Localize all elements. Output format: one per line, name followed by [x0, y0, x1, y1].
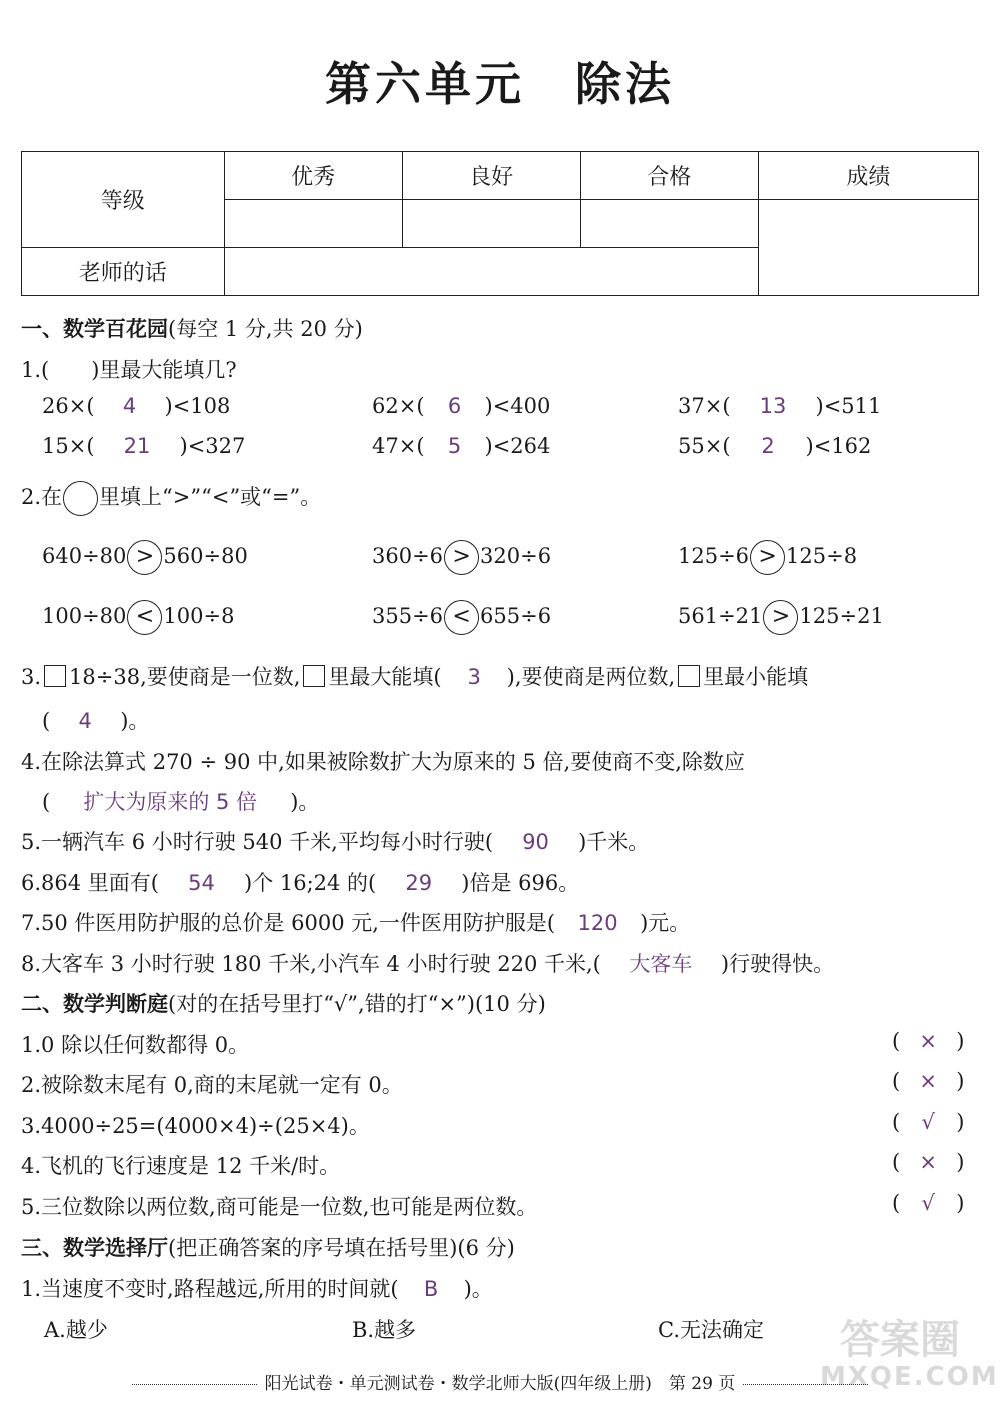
q2-item-3-right: 125÷8 — [786, 544, 858, 568]
q7-answer[interactable]: 120 — [577, 911, 618, 935]
q3-text-f: ( — [42, 709, 51, 733]
q3-text-d: ),要使商是两位数, — [506, 665, 676, 689]
q7 — [21, 907, 690, 937]
q1-item-6-pre: 55×( — [678, 434, 731, 458]
judge-item-1-answer[interactable]: × — [919, 1029, 937, 1053]
q2-item-1 — [42, 540, 248, 575]
choice-q1 — [21, 1273, 493, 1303]
q1-item-3-post: )<511 — [815, 394, 882, 418]
title-topic: 除法 — [575, 57, 675, 111]
section-2-heading — [21, 988, 546, 1018]
page-title — [0, 48, 1000, 114]
q2-item-1-sign[interactable]: > — [127, 540, 162, 575]
q6-answer-2[interactable]: 29 — [405, 871, 433, 895]
q8-answer[interactable]: 大客车 — [629, 952, 693, 976]
q5 — [21, 826, 649, 856]
judge-item-5-rp: ) — [956, 1191, 965, 1215]
judge-item-5-answer[interactable]: √ — [921, 1191, 935, 1215]
q3-line-2 — [42, 705, 149, 735]
judge-item-4-rp: ) — [956, 1150, 965, 1174]
q2-item-6-left: 561÷21 — [678, 604, 763, 628]
q3-answer-1[interactable]: 3 — [467, 665, 481, 689]
q1-item-1-pre: 26×( — [42, 394, 95, 418]
footer-divider-right — [743, 1384, 868, 1385]
q4-line-2 — [42, 786, 319, 816]
q2-item-4-left: 100÷80 — [42, 604, 127, 628]
section-3-heading — [21, 1232, 515, 1262]
judge-item-3-answer-box[interactable] — [892, 1110, 964, 1134]
q8 — [21, 948, 834, 978]
footer-divider-left — [132, 1384, 257, 1385]
watermark-url: MXQE.COM — [820, 1362, 999, 1392]
score-cell[interactable] — [758, 200, 978, 296]
grade-level-label: 等级 — [22, 152, 225, 248]
judge-item-5: 5.三位数除以两位数,商可能是一位数,也可能是两位数。 — [21, 1195, 538, 1219]
judge-item-2-lp: ( — [892, 1069, 901, 1093]
q1-item-2-post: )<400 — [484, 394, 551, 418]
q2-item-2-right: 320÷6 — [480, 544, 552, 568]
q2-stem-a: 2.在 — [21, 485, 63, 509]
grade-excellent-cell[interactable] — [224, 200, 402, 248]
judge-item-5-lp: ( — [892, 1191, 901, 1215]
judge-item-3: 3.4000÷25=(4000×4)÷(25×4)。 — [21, 1114, 370, 1138]
q6-text-c: )倍是 696。 — [461, 871, 580, 895]
judge-item-4-lp: ( — [892, 1150, 901, 1174]
q7-text-b: )元。 — [640, 911, 691, 935]
q2-item-2-left: 360÷6 — [372, 544, 444, 568]
empty-circle-icon — [63, 481, 98, 516]
q1-item-2-answer[interactable]: 6 — [447, 394, 462, 418]
q1-item-1-post: )<108 — [164, 394, 231, 418]
q3-line-1 — [21, 661, 808, 691]
q2-item-5 — [372, 600, 551, 635]
choice-q1-answer[interactable]: B — [423, 1277, 439, 1301]
q2-item-1-right: 560÷80 — [163, 544, 248, 568]
q2-item-4 — [42, 600, 234, 635]
judge-item-1-rp: ) — [956, 1029, 965, 1053]
title-unit: 第六单元 — [325, 57, 525, 111]
q1-item-2 — [372, 394, 550, 418]
section-1-title: 一、数学百花园 — [21, 317, 168, 341]
section-3-title: 三、数学选择厅 — [21, 1236, 168, 1260]
q1-item-5-answer[interactable]: 5 — [447, 434, 462, 458]
grade-pass: 合格 — [580, 152, 758, 200]
q3-text-g: )。 — [120, 709, 150, 733]
q2-item-4-right: 100÷8 — [163, 604, 235, 628]
q1-item-4-post: )<327 — [179, 434, 246, 458]
q2-item-2-sign[interactable]: > — [444, 540, 479, 575]
section-2-note: (对的在括号里打“√”,错的打“×”)(10 分) — [168, 992, 546, 1016]
judge-item-2-answer[interactable]: × — [919, 1069, 937, 1093]
q1-item-6-answer[interactable]: 2 — [761, 434, 775, 458]
q4-answer[interactable]: 扩大为原来的 5 倍 — [83, 790, 258, 814]
teacher-comment-label: 老师的话 — [22, 248, 225, 296]
judge-item-5-answer-box[interactable] — [892, 1191, 964, 1215]
q5-text-b: )千米。 — [578, 830, 650, 854]
q2-item-3 — [678, 540, 857, 575]
choice-option-c[interactable]: C.无法确定 — [658, 1318, 764, 1342]
q1-item-4-pre: 15×( — [42, 434, 95, 458]
q1-item-3-answer[interactable]: 13 — [759, 394, 787, 418]
q2-item-2 — [372, 540, 551, 575]
grade-pass-cell[interactable] — [580, 200, 758, 248]
q2-item-5-right: 655÷6 — [480, 604, 552, 628]
judge-item-4: 4.飞机的飞行速度是 12 千米/时。 — [21, 1154, 341, 1178]
teacher-comment-cell[interactable] — [224, 248, 758, 296]
section-1-note: (每空 1 分,共 20 分) — [168, 317, 363, 341]
q1-item-6-post: )<162 — [805, 434, 872, 458]
q2-stem — [21, 481, 321, 516]
q1-item-3-pre: 37×( — [678, 394, 731, 418]
judge-item-4-answer-box[interactable] — [892, 1150, 964, 1174]
q5-text-a: 5.一辆汽车 6 小时行驶 540 千米,平均每小时行驶( — [21, 830, 494, 854]
q1-item-2-pre: 62×( — [372, 394, 425, 418]
q2-stem-b: 里填上“>”“<”或“=”。 — [99, 485, 322, 509]
watermark-logo: 答案圈 — [840, 1317, 960, 1363]
q2-item-5-sign[interactable]: < — [444, 600, 479, 635]
q2-item-6 — [678, 600, 884, 635]
q7-text-a: 7.50 件医用防护服的总价是 6000 元,一件医用防护服是( — [21, 911, 556, 935]
q3-number: 3. — [21, 665, 42, 689]
q8-text-b: )行驶得快。 — [720, 952, 835, 976]
q6-text-a: 6.864 里面有( — [21, 871, 159, 895]
q1-item-1 — [42, 394, 230, 418]
q2-item-6-right: 125÷21 — [799, 604, 884, 628]
q1-item-5-post: )<264 — [484, 434, 551, 458]
q3-text-e: 里最小能填 — [703, 665, 809, 689]
grade-table — [21, 151, 979, 296]
q2-item-1-left: 640÷80 — [42, 544, 127, 568]
judge-item-2: 2.被除数末尾有 0,商的末尾就一定有 0。 — [21, 1073, 403, 1097]
q1-item-5 — [372, 434, 550, 458]
section-1-heading — [21, 313, 363, 343]
grade-excellent: 优秀 — [224, 152, 402, 200]
q6-text-b: )个 16;24 的( — [244, 871, 377, 895]
q4-text-c: )。 — [290, 790, 320, 814]
judge-item-1-lp: ( — [892, 1029, 901, 1053]
blank-box-icon — [678, 665, 700, 687]
q6-answer-1[interactable]: 54 — [188, 871, 215, 895]
judge-item-1-answer-box[interactable] — [892, 1029, 964, 1053]
blank-box-icon — [44, 665, 66, 687]
q3-text-b: 18÷38,要使商是一位数, — [69, 665, 301, 689]
score-label: 成绩 — [758, 152, 978, 200]
q4-line-1: 4.在除法算式 270 ÷ 90 中,如果被除数扩大为原来的 5 倍,要使商不变,除数应 — [21, 750, 745, 774]
choice-q1-stem: 1.当速度不变时,路程越远,所用的时间就( — [21, 1277, 399, 1301]
q2-item-3-left: 125÷6 — [678, 544, 750, 568]
choice-q1-end: )。 — [463, 1277, 493, 1301]
judge-item-3-answer[interactable]: √ — [921, 1110, 935, 1134]
q8-text-a: 8.大客车 3 小时行驶 180 千米,小汽车 4 小时行驶 220 千米,( — [21, 952, 601, 976]
blank-box-icon — [303, 665, 325, 687]
q3-answer-2[interactable]: 4 — [78, 709, 92, 733]
judge-item-1: 1.0 除以任何数都得 0。 — [21, 1033, 250, 1057]
q4-text-b: ( — [42, 790, 51, 814]
judge-item-4-answer[interactable]: × — [919, 1150, 937, 1174]
judge-item-2-answer-box[interactable] — [892, 1069, 964, 1093]
section-2-title: 二、数学判断庭 — [21, 992, 168, 1016]
grade-good: 良好 — [402, 152, 580, 200]
grade-good-cell[interactable] — [402, 200, 580, 248]
q1-item-1-answer[interactable]: 4 — [122, 394, 137, 418]
q1-item-3 — [678, 394, 881, 418]
choice-option-b[interactable]: B.越多 — [352, 1318, 417, 1342]
q3-text-c: 里最大能填( — [328, 665, 442, 689]
judge-item-3-lp: ( — [892, 1110, 901, 1134]
q2-item-6-sign[interactable]: > — [763, 600, 798, 635]
q2-item-3-sign[interactable]: > — [750, 540, 785, 575]
section-3-note: (把正确答案的序号填在括号里)(6 分) — [168, 1236, 515, 1260]
q5-answer[interactable]: 90 — [522, 830, 549, 854]
q2-item-4-sign[interactable]: < — [127, 600, 162, 635]
q2-item-5-left: 355÷6 — [372, 604, 444, 628]
page-footer — [0, 1369, 1000, 1394]
q1-item-4-answer[interactable]: 21 — [123, 434, 151, 458]
footer-text: 阳光试卷・单元测试卷・数学北师大版(四年级上册) 第 29 页 — [264, 1374, 736, 1394]
choice-option-a[interactable]: A.越少 — [44, 1318, 108, 1342]
q1-item-4 — [42, 434, 245, 458]
judge-item-2-rp: ) — [956, 1069, 965, 1093]
q6 — [21, 867, 579, 897]
judge-item-3-rp: ) — [956, 1110, 965, 1134]
q1-item-6 — [678, 434, 871, 458]
q1-item-5-pre: 47×( — [372, 434, 425, 458]
q1-stem: 1.( )里最大能填几? — [21, 358, 237, 382]
